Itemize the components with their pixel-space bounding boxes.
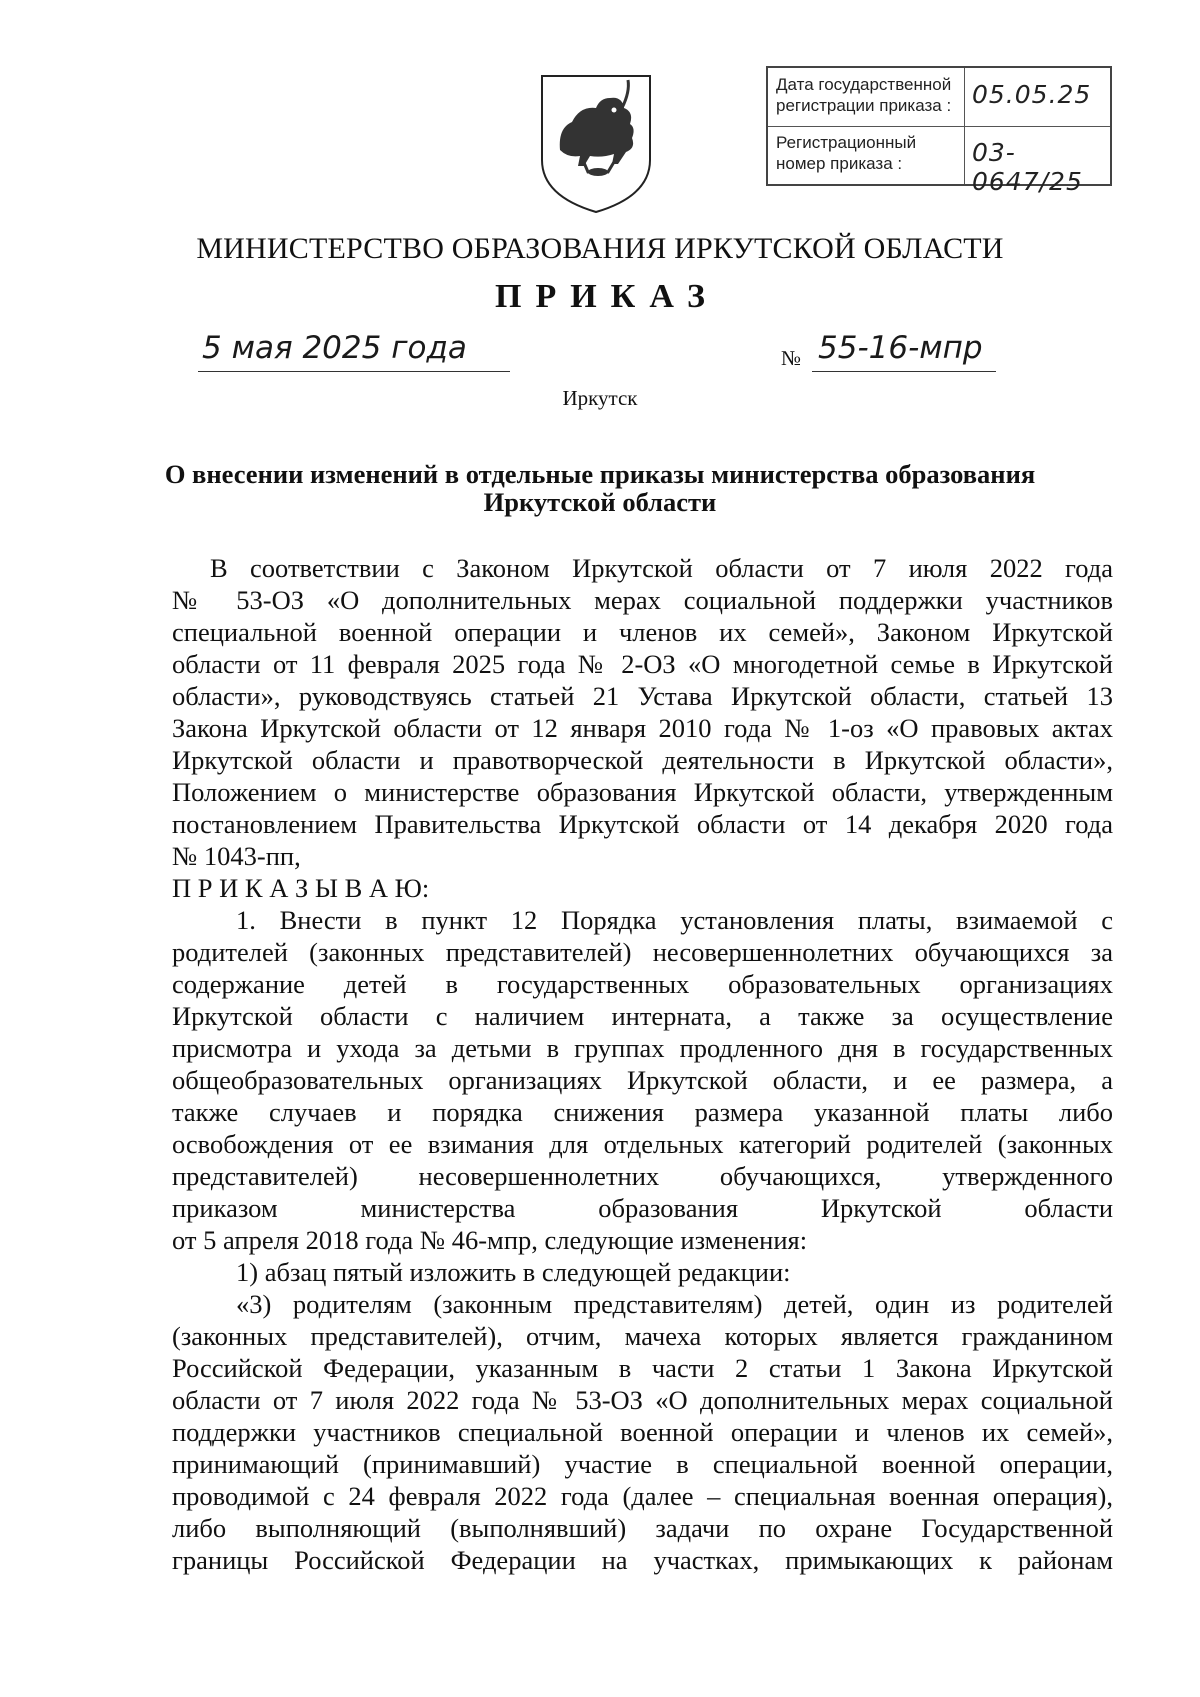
body-line: приказом министерства образования Иркутской области <box>172 1193 1113 1223</box>
body-line: представителей) несовершеннолетних обучающихся, утвержденного <box>172 1161 1113 1191</box>
body-line: родителей (законных представителей) несовершеннолетних обучающихся за <box>172 937 1113 967</box>
registration-stamp <box>766 66 1112 196</box>
registration-date-row <box>768 68 1110 127</box>
body-line: Иркутской области с наличием интерната, а также за осуществление <box>172 1001 1113 1031</box>
body-line: № 1043-пп, <box>172 841 301 871</box>
city-name: Иркутск <box>562 386 638 410</box>
registration-number-label: Регистрационный номер приказа : <box>776 133 917 173</box>
body-line: от 5 апреля 2018 года № 46-мпр, следующие изменения: <box>172 1225 808 1255</box>
body-line: проводимой с 24 февраля 2022 года (далее – специальная военная операция), <box>172 1481 1113 1511</box>
order-subject: О внесении изменений в отдельные приказы министерства образования Иркутской области <box>164 459 1036 517</box>
body-line: Российской Федерации, указанным в части 2 статьи 1 Закона Иркутской <box>172 1353 1113 1383</box>
body-line: Положением о министерстве образования Иркутской области, утвержденным <box>172 777 1113 807</box>
body-line: содержание детей в государственных образовательных организациях <box>172 969 1113 999</box>
order-date-handwritten: 5 мая 2025 года <box>198 330 510 372</box>
body-line: границы Российской Федерации на участках, примыкающих к районам <box>172 1545 1113 1575</box>
body-line: поддержки участников специальной военной операции и членов их семей», <box>172 1417 1113 1447</box>
body-line: либо выполняющий (выполнявший) задачи по охране Государственной <box>172 1513 1113 1543</box>
body-line: 1. Внести в пункт 12 Порядка установления платы, взимаемой с <box>236 905 1113 935</box>
body-line: присмотра и ухода за детьми в группах продленного дня в государственных <box>172 1033 1113 1063</box>
body-line: также случаев и порядка снижения размера указанной платы либо <box>172 1097 1113 1127</box>
ministry-title: МИНИСТЕРСТВО ОБРАЗОВАНИЯ ИРКУТСКОЙ ОБЛАСТИ <box>196 232 1004 265</box>
registration-date-value: 05.05.25 <box>972 80 1092 109</box>
order-body <box>172 552 1113 1576</box>
body-line: области от 7 июля 2022 года № 53-ОЗ «О дополнительных мерах социальной <box>172 1385 1113 1415</box>
body-line: В соответствии с Законом Иркутской области от 7 июля 2022 года <box>210 553 1113 583</box>
body-line: П Р И К А З Ы В А Ю: <box>172 873 430 903</box>
body-line: освобождения от ее взимания для отдельных категорий родителей (законных <box>172 1129 1113 1159</box>
body-line: постановлением Правительства Иркутской области от 14 декабря 2020 года <box>172 809 1113 839</box>
body-line: общеобразовательных организациях Иркутской области, и ее размера, а <box>172 1065 1113 1095</box>
body-line: области от 11 февраля 2025 года № 2-ОЗ «О многодетной семье в Иркутской <box>172 649 1113 679</box>
body-line: области», руководствуясь статьей 21 Устава Иркутской области, статьей 13 <box>172 681 1113 711</box>
body-line: специальной военной операции и членов их семей», Законом Иркутской <box>172 617 1113 647</box>
body-line: Иркутской области и правотворческой деятельности в Иркутской области», <box>172 745 1113 775</box>
body-line: 1) абзац пятый изложить в следующей редакции: <box>236 1257 791 1287</box>
coat-of-arms-emblem <box>538 68 654 216</box>
body-line: (законных представителей), отчим, мачеха которых является гражданином <box>172 1321 1113 1351</box>
body-line: Закона Иркутской области от 12 января 2010 года № 1-оз «О правовых актах <box>172 713 1113 743</box>
order-number-label: № <box>781 346 802 370</box>
registration-date-label: Дата государственной регистрации приказа : <box>776 75 952 115</box>
stamp-divider <box>964 68 965 126</box>
body-line: «3) родителям (законным представителям) детей, один из родителей <box>236 1289 1113 1319</box>
order-title: ПРИКАЗ <box>495 278 719 315</box>
registration-number-value: 03-0647/25 <box>972 138 1083 196</box>
body-line: принимающий (принимавший) участие в специальной военной операции, <box>172 1449 1113 1479</box>
registration-number-row <box>768 126 1110 196</box>
order-number-handwritten: 55-16-мпр <box>812 330 996 372</box>
stamp-divider <box>964 126 965 184</box>
body-line: № 53-ОЗ «О дополнительных мерах социальной поддержки участников <box>172 585 1113 615</box>
